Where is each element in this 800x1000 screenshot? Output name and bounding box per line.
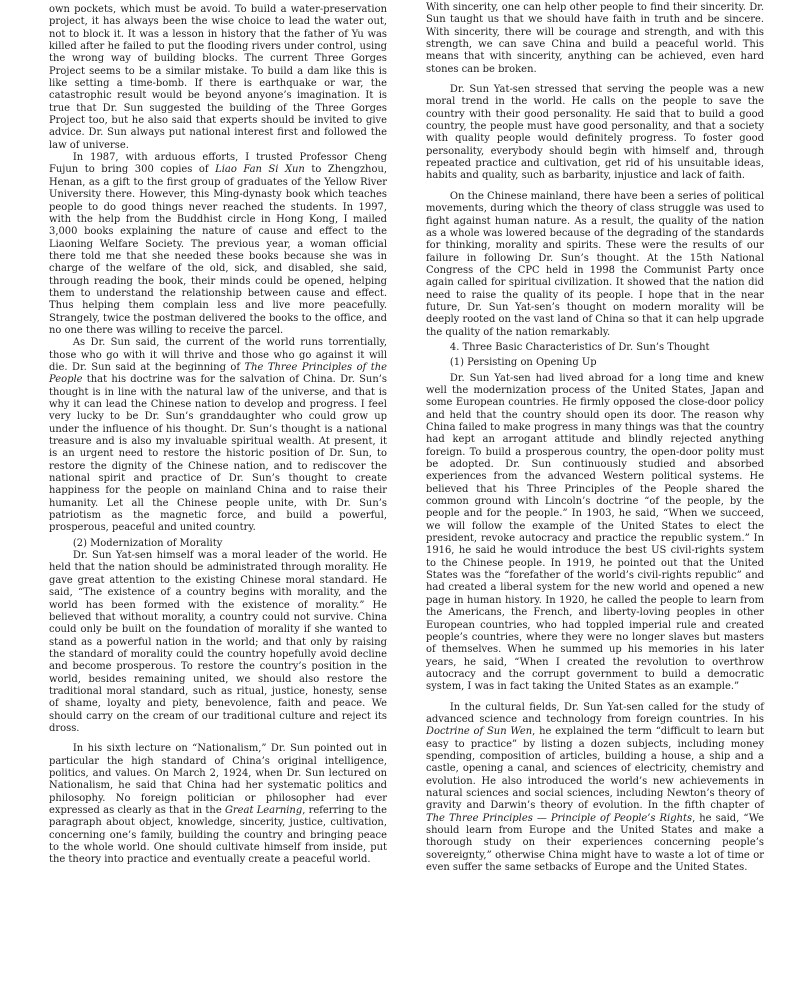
book-title: The Three Principles — Principle of People’s Rights <box>426 812 693 824</box>
paragraph-current-of-world <box>49 337 387 535</box>
paragraph-moral-leader: Dr. Sun Yat-sen himself was a moral leader of the world. He held that the nation should be administrated through morality. He gave great attention to the existing Chinese moral standard. He said, “The existence of a country begins with morality, and the world has been formed with the existence of morality.” He believed that without morality, a country could not survive. China could only be built on the foundation of morality if she wanted to stand as a powerful nation in the world; and that only by raising the standard of morality could the country hopefully avoid decline and become prosperous. To restore the country’s position in the world, besides remaining united, we should also restore the traditional moral standard, such as ritual, justice, honesty, sense of shame, loyalty and piety, benevolence, faith and peace. We should carry on the cream of our traditional culture and reject its dross. <box>49 550 387 734</box>
text-run: , referring to the paragraph about object, knowledge, sincerity, justice, cultivation, concerning one’s family, building the country and bringing peace to the whole world. One should cultivate himself from inside, put the theory into practice and eventually create a peaceful world. <box>49 805 387 866</box>
paragraph-sincerity: With sincerity, one can help other people to find their sincerity. Dr. Sun taught us that we should have faith in truth and be sincere. With sincerity, there will be courage and strength, and with this strength, we can save China and build a peaceful world. This means that with sincerity, anything can be achieved, even hard stones can be broken. <box>426 2 764 75</box>
paragraph-cultural-fields <box>426 702 764 875</box>
paragraph-sixth-lecture <box>49 743 387 866</box>
paragraph-lived-abroad: Dr. Sun Yat-sen had lived abroad for a long time and knew well the modernization process of the United States, Japan and some European countries. He firmly opposed the close-door policy and held that the country should open its door. The reason why China failed to make progress in many things was that the country had kept an arrogant attitude and blindly rejected anything foreign. To build a prosperous country, the open-door polity must be adopted. Dr. Sun continuously studied and absorbed experiences from the advanced Western political systems. He believed that his Three Principles of the People shared the common ground with Lincoln’s doctrine “of the people, by the people and for the people.” In 1903, he said, “When we succeed, we will follow the example of the United States to elect the president, revoke autocracy and practice the republic system.” In 1916, he said he would introduce the best US civil-rights system to the Chinese people. In 1919, he pointed out that the United States was the “forefather of the world’s civil-rights republic” and had created a liberal system for the new world and opened a new page in human history. In 1920, he called the people to learn from the Americans, the French, and liberty-loving peoples in other European countries, who had toppled imperial rule and created people’s countries, where they were no longer slaves but masters of themselves. When he summed up his memories in his later years, he said, “When I created the revolution to overthrow autocracy and the corrupt government to build a democratic system, I was in fact taking the United States as an example.” <box>426 372 764 693</box>
book-title: The Three Principles of the People <box>49 361 387 386</box>
right-column <box>426 2 764 1000</box>
section-heading-modernization-of-morality: (2) Modernization of Morality <box>72 537 223 549</box>
text-run: In his sixth lecture on “Nationalism,” Dr. Sun pointed out in particular the high standard of China’s original intelligence, politics, and values. On March 2, 1924, when Dr. Sun lectured on Nationalism, he said that China had her systematic politics and philosophy. No foreign politician or philosopher had ever expressed as clearly as that in the <box>49 743 387 816</box>
left-column <box>49 4 387 1000</box>
paragraph-water-project: own pockets, which must be avoid. To build a water-preservation project, it has always been the wise choice to lead the water out, not to block it. It was a lesson in history that the father of Yu was killed after he failed to put the flooding rivers under control, using the wrong way of building blocks. The current Three Gorges Project seems to be a similar mistake. To build a dam like this is like setting a time-bomb. If there is earthquake or war, the catastrophic result would be beyond anyone’s imagination. It is true that Dr. Sun suggested the building of the Three Gorges Project too, but he also said that experts should be invited to give advice. Dr. Sun always put national interest first and followed the law of universe. <box>49 4 387 151</box>
book-title: Doctrine of Sun Wen <box>426 726 533 738</box>
text-run: to Zhengzhou, Henan, as a gift to the first group of graduates of the Yellow River University there. However, this Ming-dynasty book which teaches people to do good things never reached the students. In 1997, with the help from the Buddhist circle in Hong Kong, I mailed 3,000 books explaining the nature of cause and effect to the Liaoning Welfare Society. The previous year, a woman official there told me that she needed these books because she was in charge of the welfare of the old, sick, and disabled, she said, through reading the book, their minds could be opened, helping them to understand the relationship between cause and effect. Thus helping them complain less and live more peacefully. Strangely, twice the postman delivered the books to the office, and no one there was willing to receive the parcel. <box>49 164 388 336</box>
book-title: Liao Fan Si Xun <box>215 164 305 176</box>
section-heading-three-characteristics: 4. Three Basic Characteristics of Dr. Sun’s Thought <box>449 341 710 353</box>
text-run: , he explained the term “difficult to learn but easy to practice” by listing a dozen subjects, including money spending, composition of articles, building a house, a ship and a castle, opening a canal, and sciences of electricity, chemistry and evolution. He also introduced the world’s new achievements in natural sciences and social sciences, including Newton’s theory of gravity and Darwin’s theory of evolution. In the fifth chapter of <box>426 726 764 812</box>
text-run: As Dr. Sun said, the current of the world runs torrentially, those who go with it will thrive and those who go against it will die. Dr. Sun said at the beginning of <box>49 337 387 373</box>
text-run: , he said, “We should learn from Europe and the United States and make a thorough study on their experiences concerning people’s sovereignty,” otherwise China might have to waste a lot of time or even suffer the same setbacks of Europe and the United States. <box>426 812 764 874</box>
book-title: Great Learning <box>224 805 303 816</box>
text-run: that his doctrine was for the salvation of China. Dr. Sun’s thought is in line with the natural law of the universe, and that is why it can lead the Chinese nation to develop and progress. I feel very lucky to be Dr. Sun’s granddaughter who could grow up under the influence of his thought. Dr. Sun’s thought is a national treasure and is also my invaluable spiritual wealth. At present, it is an urgent need to restore the historic position of Dr. Sun, to restore the dignity of the Chinese nation, and to rediscover the national spirit and practice of Dr. Sun’s thought to create happiness for the people on mainland China and to raise their humanity. Let all the Chinese people unite, with Dr. Sun’s patriotism as the magnetic force, and build a powerful, prosperous, peaceful and united country. <box>49 374 387 534</box>
paragraph-chinese-mainland: On the Chinese mainland, there have been a series of political movements, during which the theory of class struggle was used to fight against human nature. As a result, the quality of the nation as a whole was lowered because of the degrading of the standards for thinking, morality and spirits. These were the results of our failure in following Dr. Sun’s thought. At the 15th National Congress of the CPC held in 1998 the Communist Party once again called for spiritual civilization. It showed that the nation did need to raise the quality of its people. I hope that in the near future, Dr. Sun Yat-sen’s thought on modern morality will be deeply rooted on the vast land of China so that it can help upgrade the quality of the nation remarkably. <box>426 190 764 338</box>
section-heading-opening-up: (1) Persisting on Opening Up <box>449 357 597 369</box>
text-run: In the cultural fields, Dr. Sun Yat-sen called for the study of advanced science and technology from foreign countries. In his <box>426 701 764 725</box>
text-run: In 1987, with arduous efforts, I trusted Professor Cheng Fujun to bring 300 copies of <box>49 152 387 176</box>
paragraph-1987 <box>49 152 387 337</box>
paragraph-serving-people: Dr. Sun Yat-sen stressed that serving the people was a new moral trend in the world. He calls on the people to save the country with their good personality. He said that to build a good country, the people must have good personality, and that a society with quality people would definitely progress. To foster good personality, everybody should begin with himself and, through repeated practice and cultivation, get rid of his unsuitable ideas, habits and quality, such as barbarity, injustice and lack of faith. <box>426 84 764 182</box>
